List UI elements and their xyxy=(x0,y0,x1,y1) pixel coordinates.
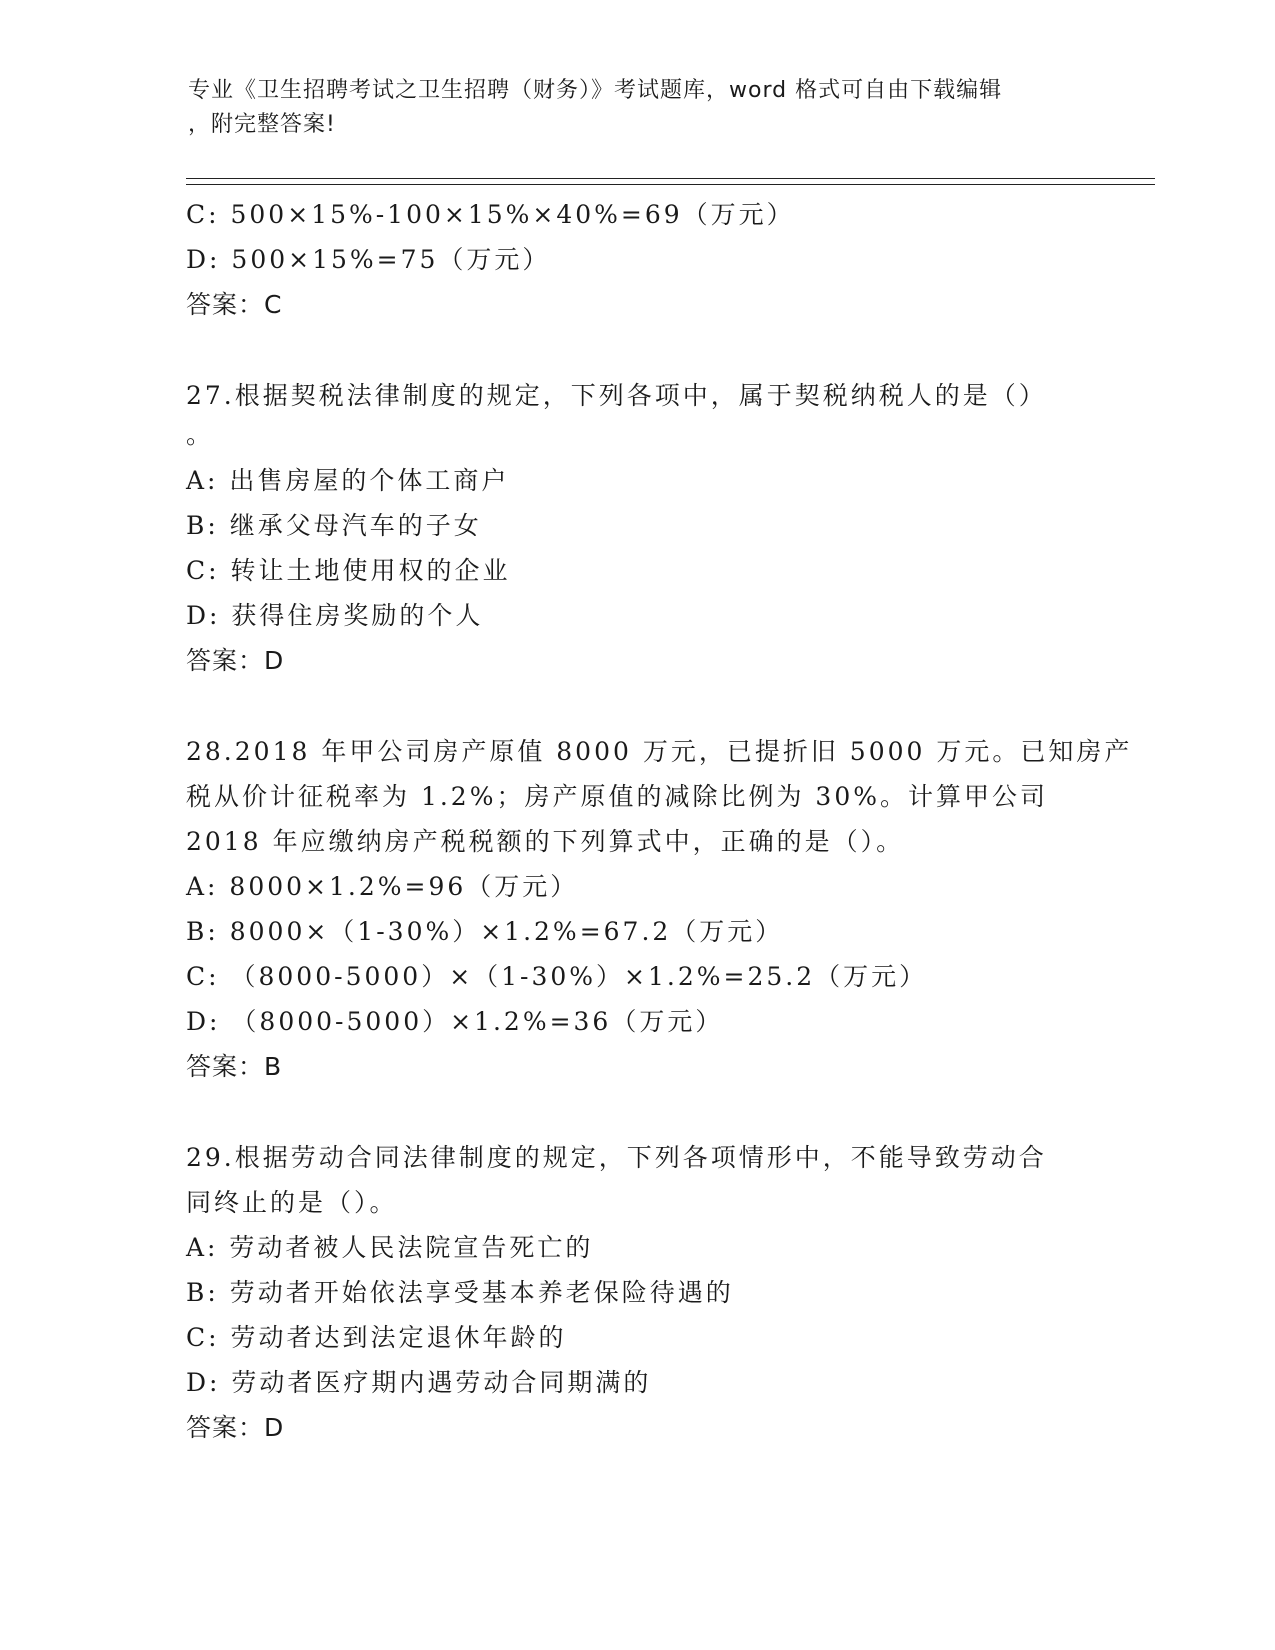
page-header xyxy=(188,74,1088,142)
question-stem: 。 xyxy=(186,420,215,449)
option-b: B: 8000×（1-30%）×1.2%=67.2（万元） xyxy=(186,917,784,946)
question-spacer xyxy=(186,683,1086,729)
question-spacer xyxy=(186,1089,1086,1135)
option-c: C: 转让土地使用权的企业 xyxy=(186,556,511,585)
answer: 答案：D xyxy=(186,1413,285,1442)
option-a: A: 出售房屋的个体工商户 xyxy=(186,466,510,495)
answer: 答案：D xyxy=(186,646,285,675)
option-d: D: 获得住房奖励的个人 xyxy=(186,601,484,630)
question-27 xyxy=(186,373,1086,683)
question-stem: 29.根据劳动合同法律制度的规定，下列各项情形中，不能导致劳动合 xyxy=(186,1143,1047,1172)
question-stem: 税从价计征税率为 1.2%；房产原值的减除比例为 30%。计算甲公司 xyxy=(186,782,1048,811)
question-spacer xyxy=(186,327,1086,373)
header-divider xyxy=(186,178,1155,185)
header-title-line2: ，附完整答案! xyxy=(188,112,336,137)
question-stem: 28.2018 年甲公司房产原值 8000 万元，已提折旧 5000 万元。已知房产 xyxy=(186,737,1133,766)
option-d: D: （8000-5000）×1.2%=36（万元） xyxy=(186,1007,724,1036)
question-stem: 27.根据契税法律制度的规定，下列各项中，属于契税纳税人的是（） xyxy=(186,381,1047,410)
option-c: C: 劳动者达到法定退休年龄的 xyxy=(186,1323,567,1352)
question-list xyxy=(186,192,1133,1450)
question-stem: 同终止的是（）。 xyxy=(186,1188,398,1217)
option-a: A: 8000×1.2%=96（万元） xyxy=(186,872,579,901)
answer: 答案：C xyxy=(186,290,283,319)
answer: 答案：B xyxy=(186,1052,283,1081)
option-c: C: （8000-5000）×（1-30%）×1.2%=25.2（万元） xyxy=(186,962,928,991)
option-c: C: 500×15%-100×15%×40%=69（万元） xyxy=(186,200,795,229)
option-a: A: 劳动者被人民法院宣告死亡的 xyxy=(186,1233,594,1262)
option-d: D: 500×15%=75（万元） xyxy=(186,245,551,274)
header-title-line1: 专业《卫生招聘考试之卫生招聘（财务）》考试题库，word 格式可自由下载编辑 xyxy=(188,78,1003,103)
question-26 xyxy=(186,192,1086,327)
question-28 xyxy=(186,729,1133,1089)
question-29 xyxy=(186,1135,1086,1450)
option-b: B: 劳动者开始依法享受基本养老保险待遇的 xyxy=(186,1278,734,1307)
option-b: B: 继承父母汽车的子女 xyxy=(186,511,482,540)
question-stem: 2018 年应缴纳房产税税额的下列算式中，正确的是（）。 xyxy=(186,827,905,856)
option-d: D: 劳动者医疗期内遇劳动合同期满的 xyxy=(186,1368,652,1397)
